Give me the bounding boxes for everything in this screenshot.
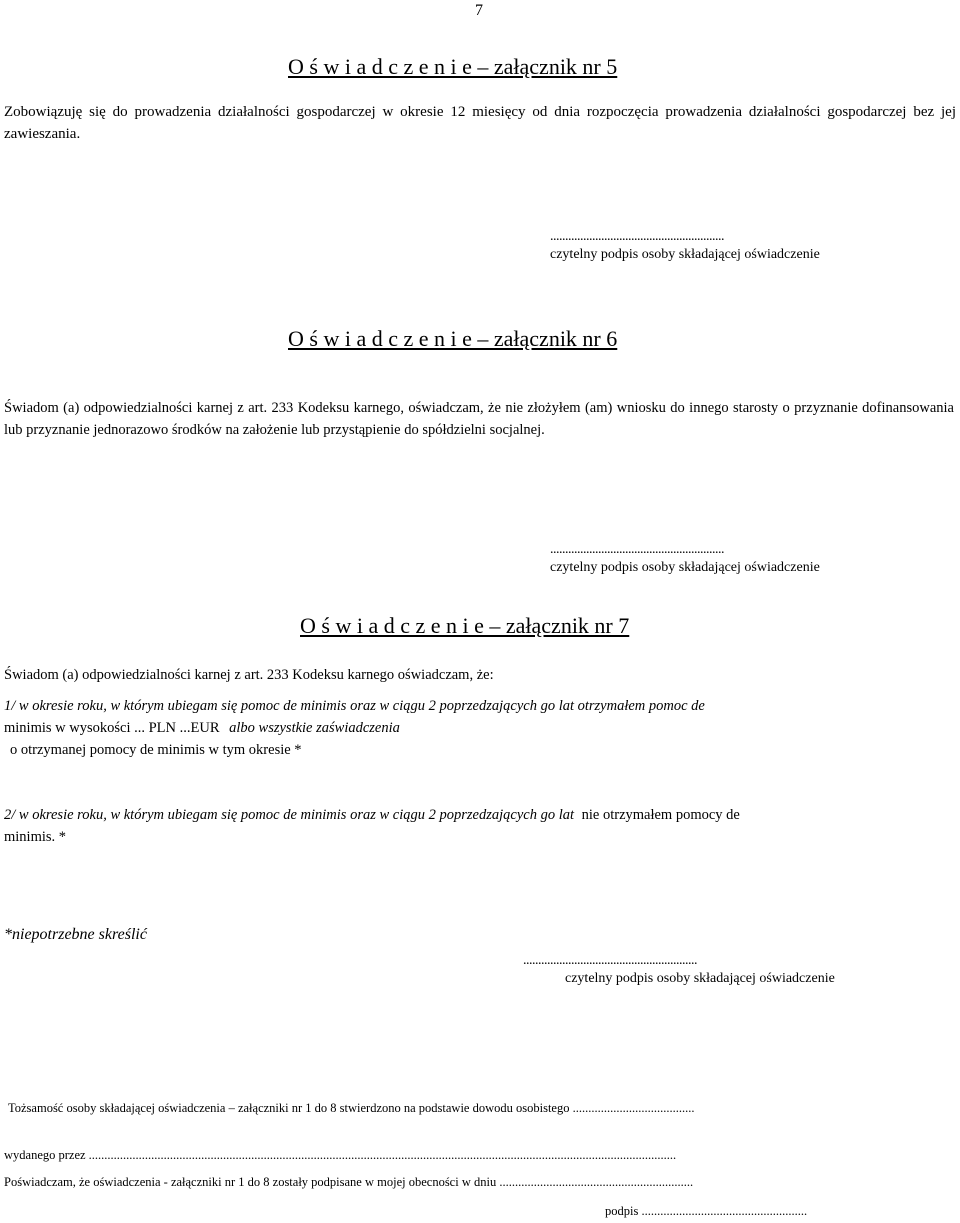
section7-item2-line1 (4, 804, 954, 826)
section7-intro (4, 664, 494, 686)
section7-intro-text: Świadom (a) odpowiedzialności karnej z art. 233 Kodeksu karnego oświadczam, że: (4, 667, 494, 683)
footer-signature: podpis ..................................................... (605, 1204, 808, 1218)
footer-issued-by: wydanego przez ............................................................................................................................................................................................ (4, 1148, 677, 1162)
footer-identity: Tożsamość osoby składającej oświadczenia – załączniki nr 1 do 8 stwierdzono na podstawie dowodu osobistego ....................................... (8, 1101, 695, 1115)
section7-signature-dots: .......................................................... (523, 953, 697, 968)
page-number: 7 (475, 2, 483, 19)
section5-signature-dots: .......................................................... (550, 229, 724, 244)
section7-title: O ś w i a d c z e n i e – załącznik nr 7 (300, 613, 630, 638)
section7-signature-label: czytelny podpis osoby składającej oświadczenie (565, 971, 835, 986)
section7-item2-line2: minimis. * (4, 829, 67, 845)
section7-item2-text: 2/ w okresie roku, w którym ubiegam się pomoc de minimis oraz w ciągu 2 poprzedzających go lat (4, 807, 574, 823)
section5-signature-block (550, 228, 820, 264)
section5-title: O ś w i a d c z e n i e – załącznik nr 5 (288, 54, 618, 79)
section5-signature-label: czytelny podpis osoby składającej oświadczenie (550, 247, 820, 262)
section7-item2-not-received: nie otrzymałem pomocy de (581, 807, 740, 823)
section7-signature-block (523, 952, 835, 988)
section7-item1 (4, 695, 954, 761)
section6-signature-dots: .......................................................... (550, 542, 724, 557)
section6-text: Świadom (a) odpowiedzialności karnej z art. 233 Kodeksu karnego, oświadczam, że nie złożyłem (am) wniosku do innego starosty o przyznanie dofinansowania lub przyznanie jednorazowo środków na założenie lub przystąpienie do spółdzielni socjalnej. (4, 400, 954, 438)
section7-note: *niepotrzebne skreślić (4, 926, 147, 943)
section7-item1-line3: o otrzymanej pomocy de minimis w tym okresie * (10, 742, 302, 758)
section7-item1-line2 (4, 717, 954, 739)
section5-text: Zobowiązuję się do prowadzenia działalności gospodarczej w okresie 12 miesięcy od dnia rozpoczęcia prowadzenia działalności gospodarczej bez jej zawieszania. (4, 104, 956, 142)
section7-item1-alternative: albo wszystkie zaświadczenia (229, 720, 400, 736)
section6-signature-block (550, 541, 820, 577)
section7-item2 (4, 804, 954, 848)
section6-title: O ś w i a d c z e n i e – załącznik nr 6 (288, 326, 618, 351)
section7-item1-amount: minimis w wysokości ... PLN ...EUR (4, 720, 220, 736)
section7-item1-line1: 1/ w okresie roku, w którym ubiegam się pomoc de minimis oraz w ciągu 2 poprzedzających go lat otrzymałem pomoc de (4, 698, 705, 714)
section6-signature-label: czytelny podpis osoby składającej oświadczenie (550, 560, 820, 575)
footer-certify: Poświadczam, że oświadczenia - załączniki nr 1 do 8 zostały podpisane w mojej obecności w dniu .............................................................. (4, 1175, 694, 1189)
